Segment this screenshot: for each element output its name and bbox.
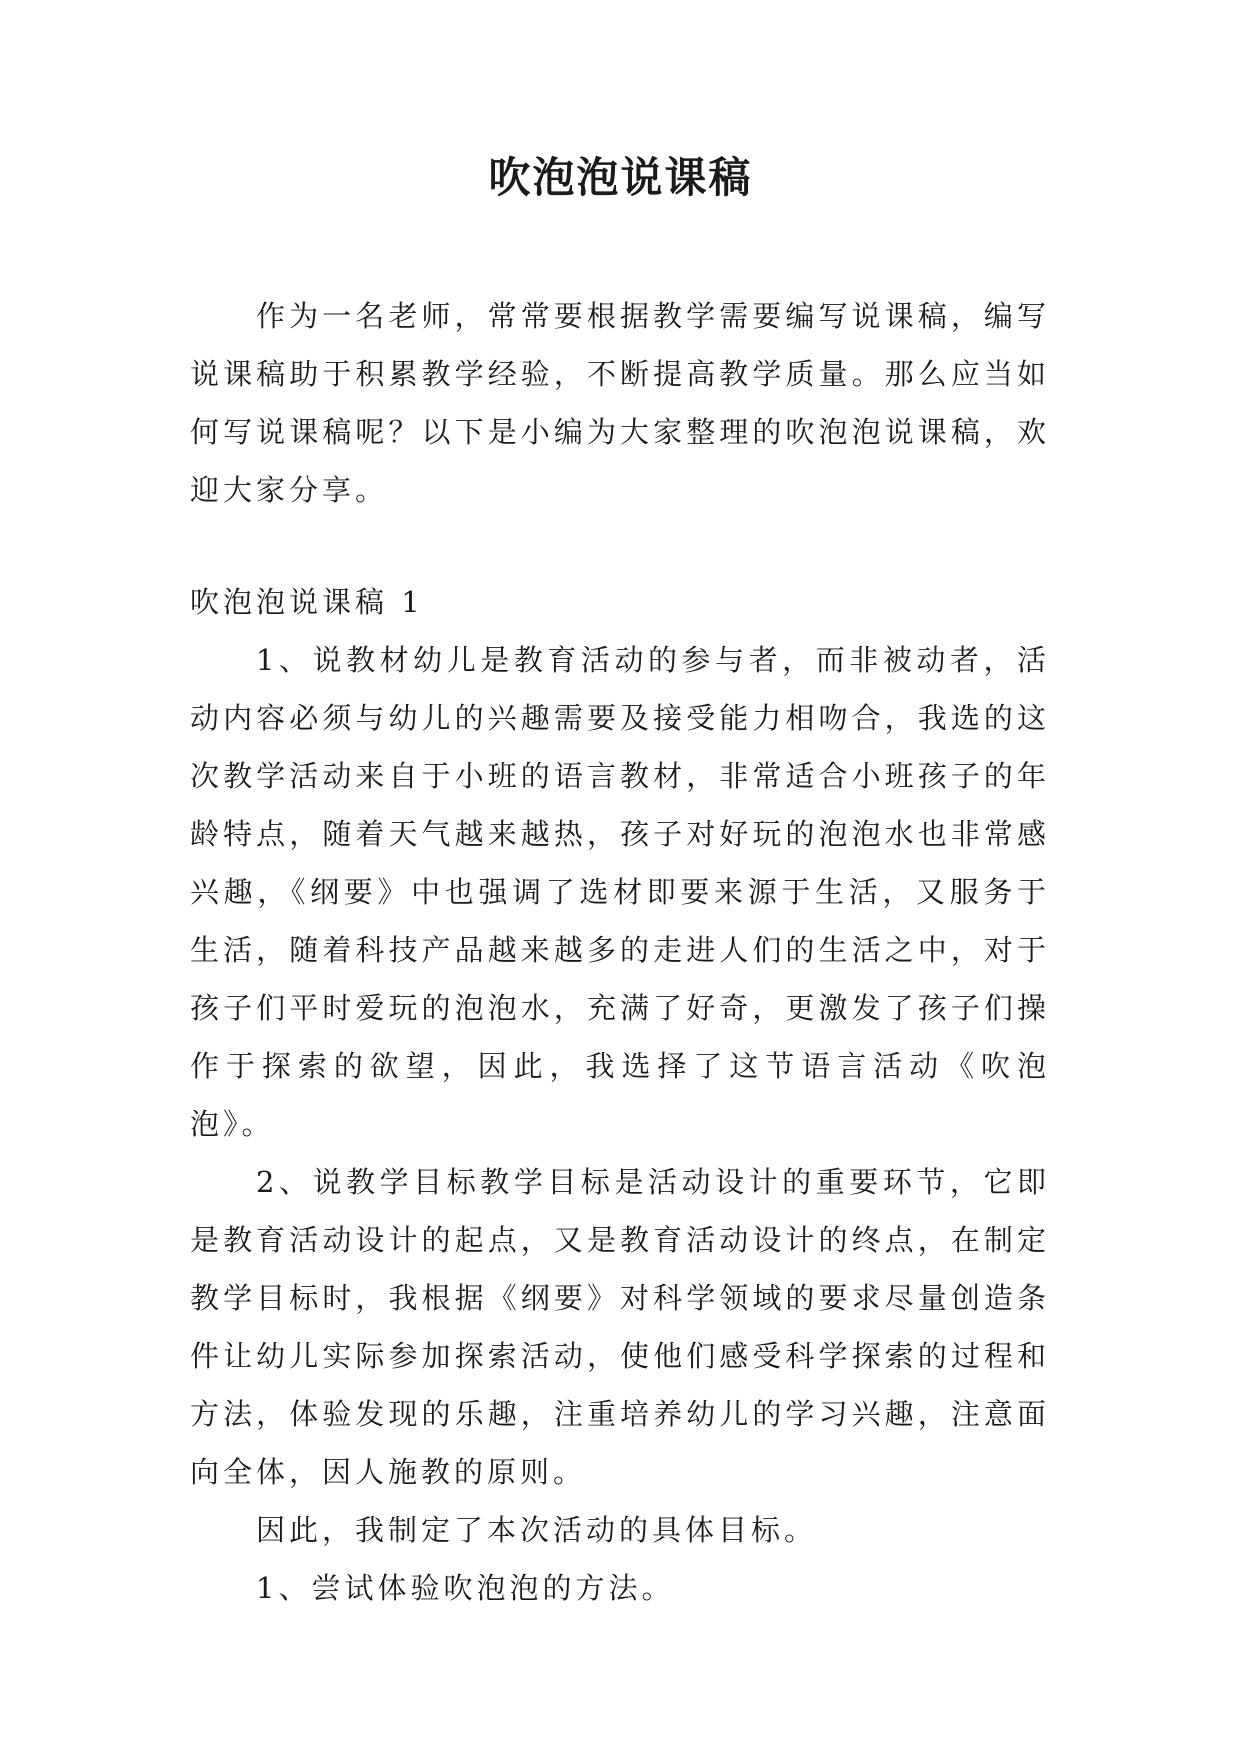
intro-paragraph: 作为一名老师，常常要根据教学需要编写说课稿，编写说课稿助于积累教学经验，不断提高教学质量。那么应当如何写说课稿呢？以下是小编为大家整理的吹泡泡说课稿，欢迎大家分享。	[190, 299, 1050, 507]
document-title: 吹泡泡说课稿	[488, 153, 753, 202]
section-heading: 吹泡泡说课稿 1	[190, 585, 424, 619]
paragraph-goal-1: 1、尝试体验吹泡泡的方法。	[256, 1571, 675, 1605]
paragraph-teaching-goals: 2、说教学目标教学目标是活动设计的重要环节，它即是教育活动设计的起点，又是教育活动设计的终点，在制定教学目标时，我根据《纲要》对科学领域的要求尽量创造条件让幼儿实际参加探索活动，使他们感受科学探索的过程和方法，体验发现的乐趣，注重培养幼儿的学习兴趣，注意面向全体，因人施教的原则。	[190, 1165, 1050, 1489]
document-body	[190, 287, 1050, 1617]
section-spacer	[190, 519, 1050, 573]
paragraph-goals-intro: 因此，我制定了本次活动的具体目标。	[256, 1513, 818, 1547]
paragraph-teaching-material: 1、说教材幼儿是教育活动的参与者，而非被动者，活动内容必须与幼儿的兴趣需要及接受能力相吻合，我选的这次教学活动来自于小班的语言教材，非常适合小班孩子的年龄特点，随着天气越来越热，孩子对好玩的泡泡水也非常感兴趣，《纲要》中也强调了选材即要来源于生活，又服务于生活，随着科技产品越来越多的走进人们的生活之中，对于孩子们平时爱玩的泡泡水，充满了好奇，更激发了孩子们操作于探索的欲望，因此，我选择了这节语言活动《吹泡泡》。	[190, 643, 1050, 1141]
